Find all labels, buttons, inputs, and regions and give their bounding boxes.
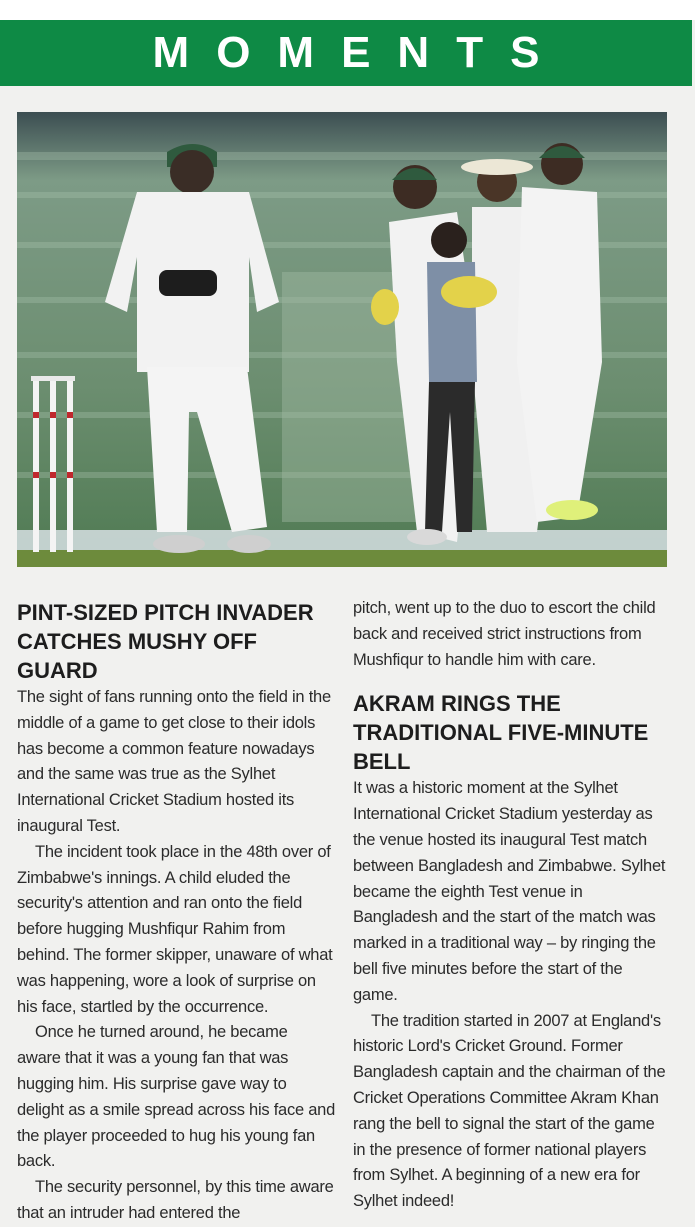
story-paragraph: The tradition started in 2007 at England's historic Lord's Cricket Ground. Former Bangladesh captain and the chairman of the Cricket Operations Committee Akram Khan rang the bell to signal the start of the game in the presence of former national players from Sylhet. A beginning of a new era for Sylhet indeed! (353, 1011, 666, 1211)
story-paragraph-continued: The security personnel, by this time aware that an intruder had entered the (17, 1178, 334, 1222)
story-paragraph: Once he turned around, he became aware that it was a young fan that was hugging him. His surprise gave way to delight as a smile spread across his face and the player proceeded to hug his young fan back. (17, 1023, 336, 1171)
stumps (31, 376, 75, 552)
story-headline-five-minute-bell: AKRAM RINGS THE TRADITIONAL FIVE-MINUTE BELL (353, 691, 649, 775)
story-paragraph: It was a historic moment at the Sylhet International Cricket Stadium yesterday as the venue hosted its inaugural Test match between Bangladesh and Zimbabwe. Sylhet became the eighth Test venue in Bangladesh and the start of the match was marked in a traditional way – by ringing the bell five minutes before the start of the game. (353, 779, 666, 1004)
story-paragraph: The sight of fans running onto the field in the middle of a game to get close to their idols has become a common feature nowadays and the same was true as the Sylhet International Cricket Stadium hosted its inaugural Test. (17, 688, 331, 835)
section-banner (0, 20, 692, 86)
photo-illustration (17, 112, 667, 567)
spacer (353, 673, 671, 689)
story-headline-pitch-invader: PINT-SIZED PITCH INVADER CATCHES MUSHY OFF GUARD (17, 600, 314, 683)
story-paragraph: The incident took place in the 48th over of Zimbabwe's innings. A child eluded the security's attention and ran onto the field before hugging Mushfiqur Rahim from behind. The former skipper, unaware of what was happening, wore a look of surprise on his face, startled by the occurrence. (17, 842, 333, 1016)
story-paragraph-continuation: pitch, went up to the duo to escort the child back and received strict instructions from Mushfiqur to handle him with care. (353, 599, 656, 669)
right-column (353, 596, 671, 1215)
cricket-celebration-photo (17, 112, 667, 567)
top-strip (0, 0, 695, 20)
left-column (17, 598, 335, 1227)
section-title: MOMENTS (152, 28, 567, 77)
